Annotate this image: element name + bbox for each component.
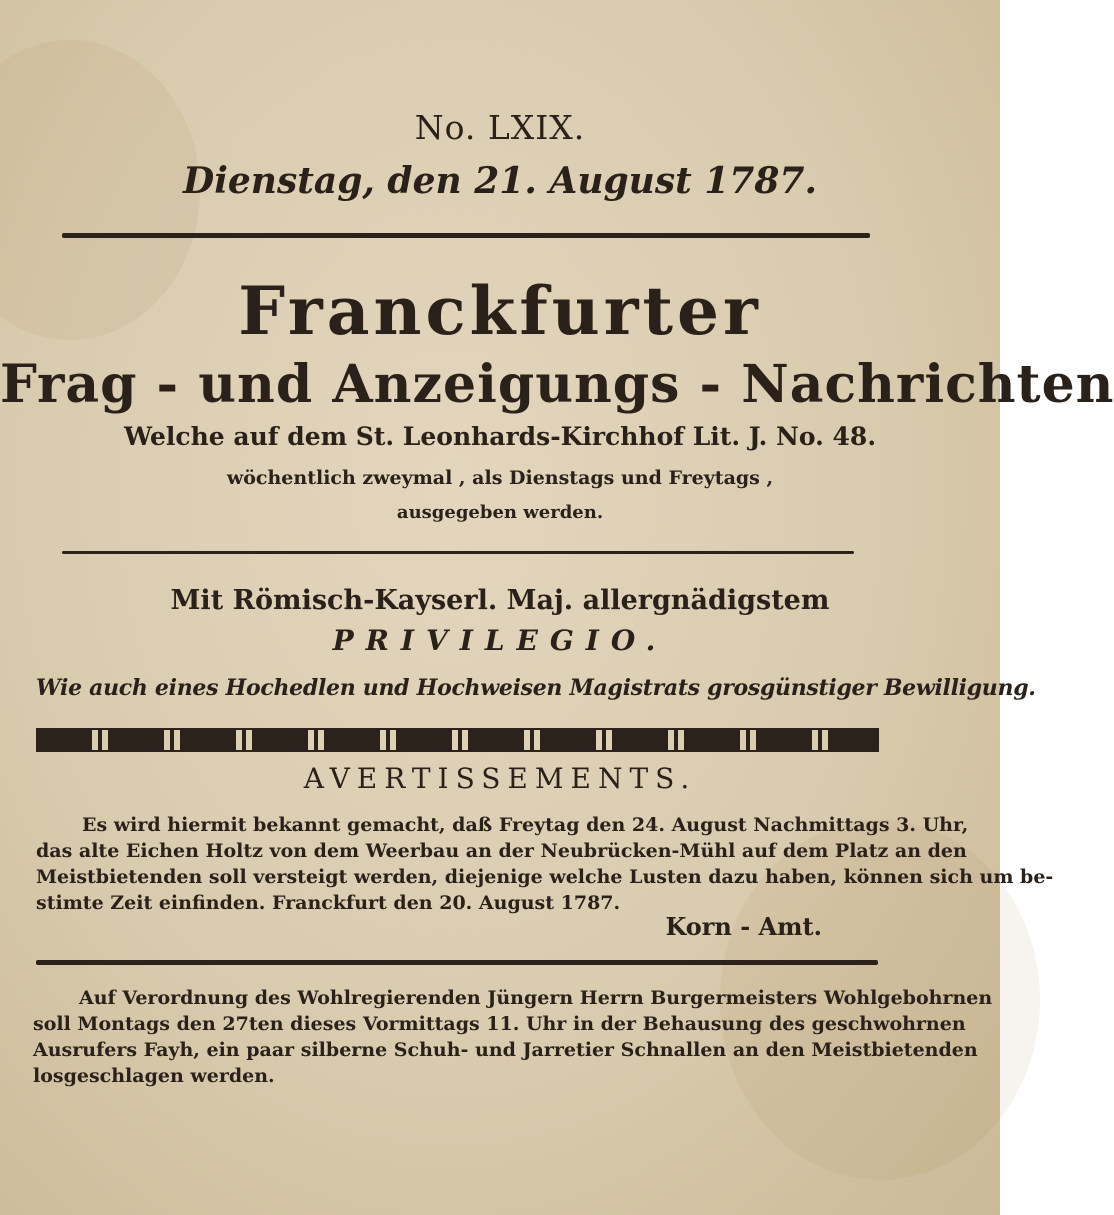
notice-line: Auf Verordnung des Wohlregierenden Jüngern Herrn Burgermeisters Wohlgebohrnen bbox=[79, 987, 993, 1009]
notice-line: Ausrufers Fayh, ein paar silberne Schuh- und Jarretier Schnallen an den Meistbietenden bbox=[33, 1039, 978, 1061]
publication-schedule: wöchentlich zweymal , als Dienstags und Freytags , bbox=[226, 467, 774, 489]
issue-number: No. LXIX. bbox=[414, 108, 586, 147]
privilege-line: Mit Römisch-Kayserl. Maj. allergnädigstem bbox=[170, 585, 830, 616]
divider-rule bbox=[62, 233, 870, 238]
notice-line: das alte Eichen Holtz von dem Weerbau an der Neubrücken-Mühl auf dem Platz an den bbox=[36, 840, 967, 862]
divider-rule bbox=[62, 551, 854, 554]
notice-line: losgeschlagen werden. bbox=[33, 1065, 275, 1087]
ornamental-border bbox=[36, 728, 879, 752]
notice-line: Es wird hiermit bekannt gemacht, daß Freytag den 24. August Nachmittags 3. Uhr, bbox=[82, 814, 969, 836]
notice-auction-buckles bbox=[33, 985, 993, 1089]
notice-signature: Korn - Amt. bbox=[665, 912, 822, 941]
notice-auction-wood bbox=[36, 812, 1054, 916]
newspaper-subtitle: Frag - und Anzeigungs - Nachrichten bbox=[0, 354, 1114, 415]
section-heading: AVERTISSEMENTS. bbox=[303, 762, 697, 795]
magistrate-approval: Wie auch eines Hochedlen und Hochweisen Magistrats grosgünstiger Bewilligung. bbox=[36, 675, 1036, 701]
publication-schedule-end: ausgegeben werden. bbox=[396, 502, 604, 523]
notice-line: soll Montags den 27ten dieses Vormittags 11. Uhr in der Behausung des geschwohrnen bbox=[33, 1013, 966, 1035]
divider-rule bbox=[36, 960, 878, 965]
publisher-address: Welche auf dem St. Leonhards-Kirchhof Lit. J. No. 48. bbox=[123, 422, 877, 451]
notice-line: Meistbietenden soll versteigt werden, diejenige welche Lusten dazu haben, können sich um be- bbox=[36, 866, 1054, 888]
notice-line: stimte Zeit einfinden. Franckfurt den 20. August 1787. bbox=[36, 892, 621, 914]
issue-date: Dienstag, den 21. August 1787. bbox=[183, 160, 817, 202]
privilege-title: PRIVILEGIO. bbox=[332, 624, 668, 657]
newspaper-title: Franckfurter bbox=[238, 272, 762, 350]
